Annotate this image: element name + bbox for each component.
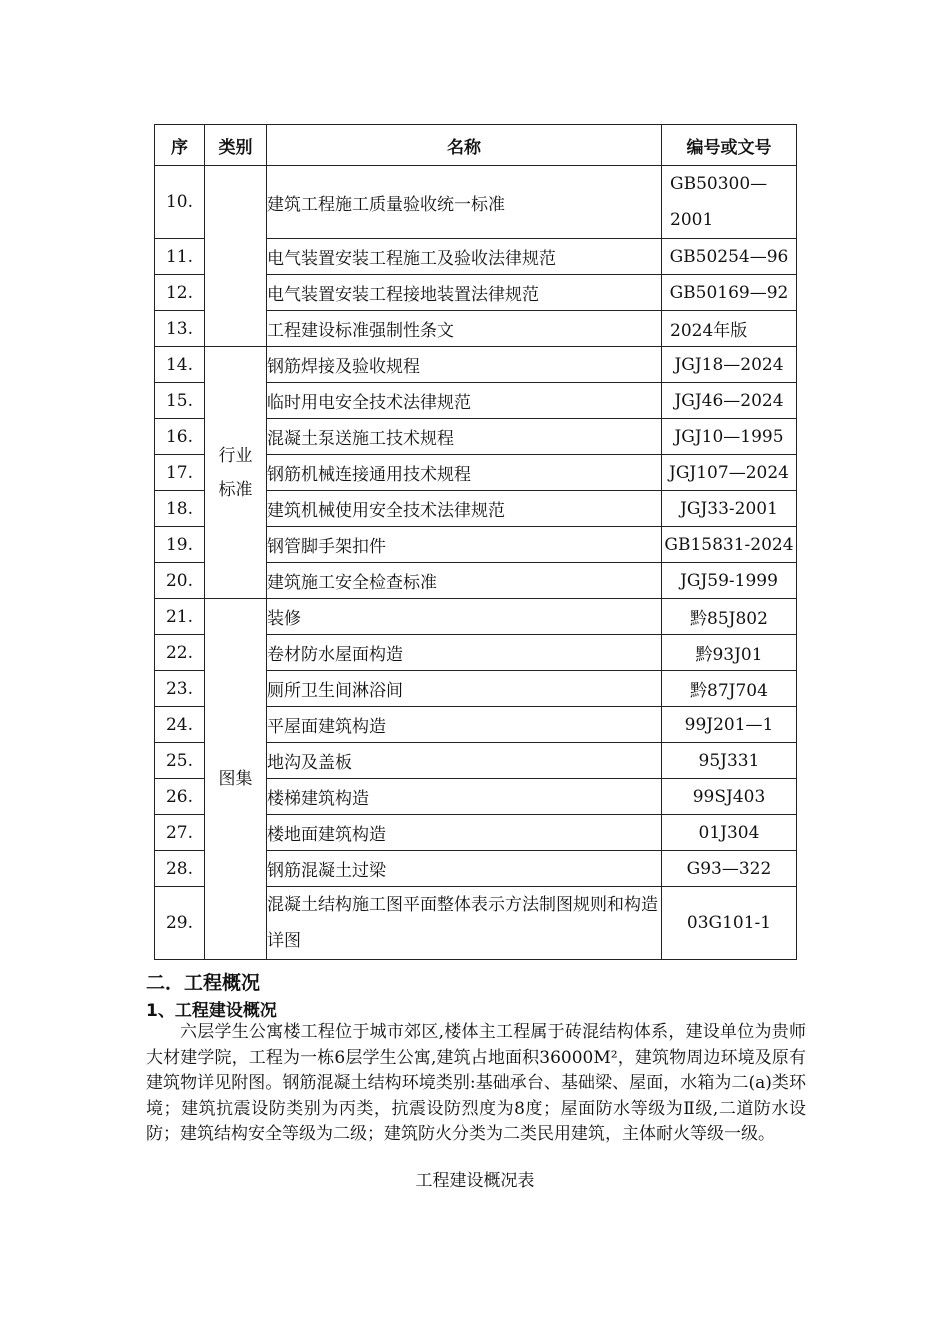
header-category: 类别 [205, 125, 267, 166]
category-cell-empty [205, 166, 267, 347]
row-code: 03G101-1 [662, 887, 797, 960]
category-atlas: 图集 [205, 599, 267, 960]
row-name: 建筑工程施工质量验收统一标准 [267, 166, 662, 239]
table-row [155, 347, 797, 383]
overview-paragraph: 六层学生公寓楼工程位于城市郊区,楼体主工程属于砖混结构体系，建设单位为贵师大材建学院，工程为一栋6层学生公寓,建筑占地面积36000M²，建筑物周边环境及原有建筑物详见附图。钢筋混凝土结构环境类别:基础承台、基础梁、屋面，水箱为二(a)类环境；建筑抗震设防类别为丙类，抗震设防烈度为8度；屋面防水等级为Ⅱ级,二道防水设防；建筑结构安全等级为二级；建筑防火分类为二类民用建筑，主体耐火等级一级。 [146, 1022, 806, 1144]
row-seq: 16. [155, 419, 205, 455]
row-name: 钢筋机械连接通用技术规程 [267, 455, 662, 491]
row-seq: 18. [155, 491, 205, 527]
row-seq: 11. [155, 239, 205, 275]
row-code: 99SJ403 [662, 779, 797, 815]
table-caption: 工程建设概况表 [415, 1171, 535, 1191]
row-name: 楼梯建筑构造 [267, 779, 662, 815]
row-code: JGJ59-1999 [662, 563, 797, 599]
row-name: 钢筋混凝土过梁 [267, 851, 662, 887]
row-code: JGJ18—2024 [662, 347, 797, 383]
category-industry-standard [205, 347, 267, 599]
section-subheading: 1、工程建设概况 [146, 1001, 277, 1021]
row-name: 地沟及盖板 [267, 743, 662, 779]
row-code: 01J304 [662, 815, 797, 851]
row-code: 95J331 [662, 743, 797, 779]
row-seq: 22. [155, 635, 205, 671]
row-name: 工程建设标准强制性条文 [267, 311, 662, 347]
row-name: 厕所卫生间淋浴间 [267, 671, 662, 707]
row-seq: 24. [155, 707, 205, 743]
row-seq: 26. [155, 779, 205, 815]
row-seq: 12. [155, 275, 205, 311]
row-code: JGJ33-2001 [662, 491, 797, 527]
row-code: 99J201—1 [662, 707, 797, 743]
row-code: 黔93J01 [662, 635, 797, 671]
row-seq: 27. [155, 815, 205, 851]
standards-table [154, 124, 797, 960]
row-name: 电气装置安装工程接地装置法律规范 [267, 275, 662, 311]
row-seq: 14. [155, 347, 205, 383]
row-name: 电气装置安装工程施工及验收法律规范 [267, 239, 662, 275]
row-code: GB50300—2001 [662, 166, 797, 239]
row-name: 钢管脚手架扣件 [267, 527, 662, 563]
row-code: GB50254—96 [662, 239, 797, 275]
row-code: 2024年版 [662, 311, 797, 347]
row-seq: 25. [155, 743, 205, 779]
row-seq: 20. [155, 563, 205, 599]
category-industry-line1: 行业 [218, 445, 253, 466]
row-name: 平屋面建筑构造 [267, 707, 662, 743]
row-name: 卷材防水屋面构造 [267, 635, 662, 671]
row-name: 建筑机械使用安全技术法律规范 [267, 491, 662, 527]
section-heading: 二．工程概况 [146, 972, 261, 994]
row-seq: 29. [155, 887, 205, 960]
row-name: 装修 [267, 599, 662, 635]
row-code: G93—322 [662, 851, 797, 887]
row-name: 混凝土结构施工图平面整体表示方法制图规则和构造详图 [267, 887, 662, 960]
row-code: JGJ46—2024 [662, 383, 797, 419]
row-code: JGJ10—1995 [662, 419, 797, 455]
header-seq: 序 [155, 125, 205, 166]
row-seq: 28. [155, 851, 205, 887]
row-code: JGJ107—2024 [662, 455, 797, 491]
row-seq: 19. [155, 527, 205, 563]
row-seq: 23. [155, 671, 205, 707]
row-name: 钢筋焊接及验收规程 [267, 347, 662, 383]
row-name: 混凝土泵送施工技术规程 [267, 419, 662, 455]
table-row [155, 166, 797, 239]
table-header-row [155, 125, 797, 166]
header-code: 编号或文号 [662, 125, 797, 166]
row-code: GB50169—92 [662, 275, 797, 311]
row-code: 黔87J704 [662, 671, 797, 707]
row-name: 临时用电安全技术法律规范 [267, 383, 662, 419]
row-seq: 10. [155, 166, 205, 239]
table-row [155, 599, 797, 635]
row-seq: 21. [155, 599, 205, 635]
row-code: GB15831-2024 [662, 527, 797, 563]
category-industry-line2: 标准 [218, 479, 253, 500]
row-seq: 17. [155, 455, 205, 491]
row-code: 黔85J802 [662, 599, 797, 635]
header-name: 名称 [267, 125, 662, 166]
row-seq: 15. [155, 383, 205, 419]
row-name: 楼地面建筑构造 [267, 815, 662, 851]
row-seq: 13. [155, 311, 205, 347]
row-name: 建筑施工安全检查标准 [267, 563, 662, 599]
